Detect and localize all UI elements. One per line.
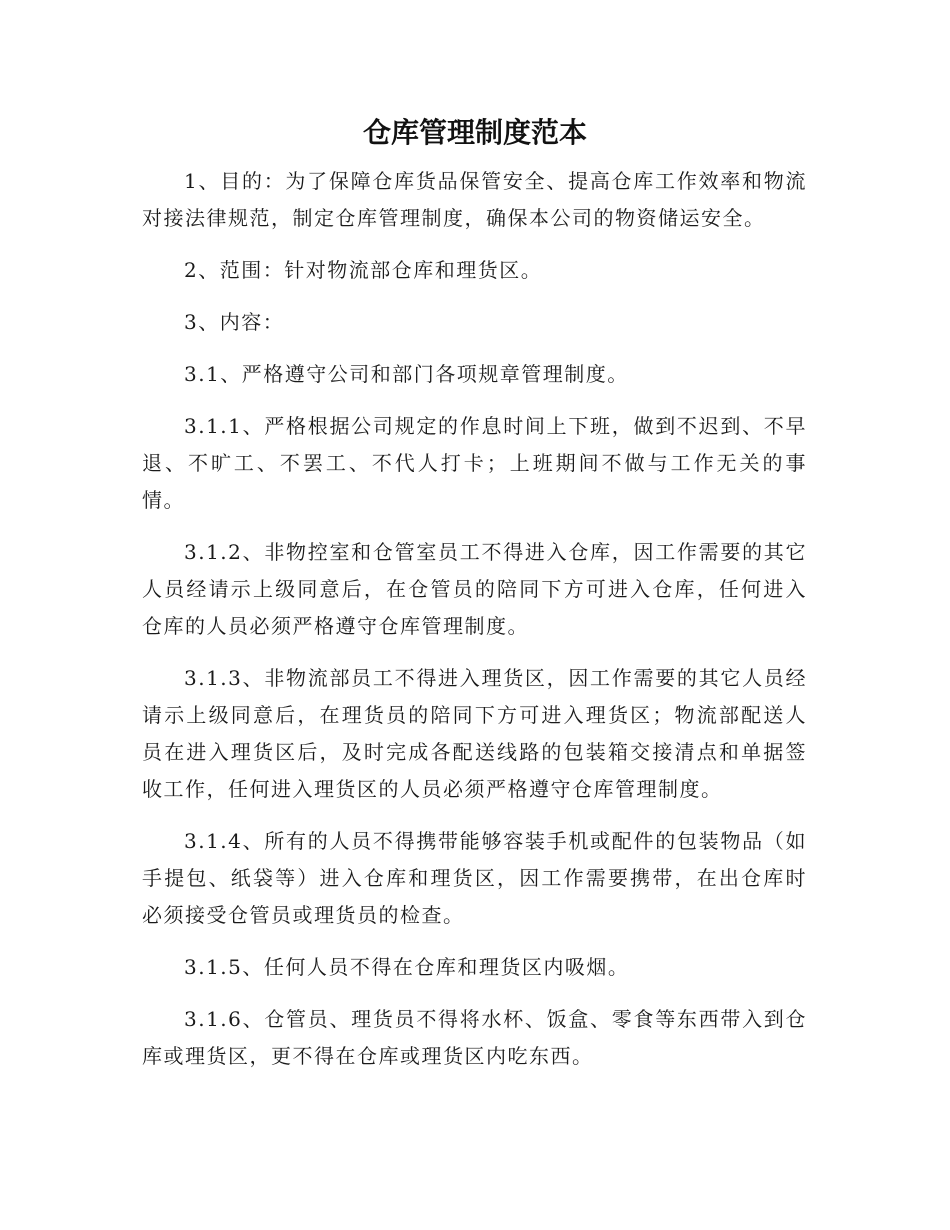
document-body xyxy=(142,163,807,1090)
paragraph-scope: 2、范围：针对物流部仓库和理货区。 xyxy=(184,258,543,282)
paragraph-3-1-6: 3.1.6、仓管员、理货员不得将水杯、饭盒、零食等东西带入到仓库或理货区，更不得在仓库或理货区内吃东西。 xyxy=(142,1007,807,1068)
paragraph-content-heading: 3、内容： xyxy=(184,310,285,334)
paragraph-3-1: 3.1、严格遵守公司和部门各项规章管理制度。 xyxy=(184,362,629,386)
paragraph-3-1-1: 3.1.1、严格根据公司规定的作息时间上下班，做到不迟到、不早退、不旷工、不罢工、不代人打卡；上班期间不做与工作无关的事情。 xyxy=(142,414,807,512)
paragraph-3-1-5: 3.1.5、任何人员不得在仓库和理货区内吸烟。 xyxy=(184,955,630,979)
paragraph-3-1-2: 3.1.2、非物控室和仓管室员工不得进入仓库，因工作需要的其它人员经请示上级同意后，在仓管员的陪同下方可进入仓库，任何进入仓库的人员必须严格遵守仓库管理制度。 xyxy=(142,540,807,638)
document-title: 仓库管理制度范本 xyxy=(362,116,587,149)
paragraph-3-1-4: 3.1.4、所有的人员不得携带能够容装手机或配件的包装物品（如手提包、纸袋等）进入仓库和理货区，因工作需要携带，在出仓库时必须接受仓管员或理货员的检查。 xyxy=(142,829,807,927)
paragraph-purpose: 1、目的：为了保障仓库货品保管安全、提高仓库工作效率和物流对接法律规范，制定仓库管理制度，确保本公司的物资储运安全。 xyxy=(142,169,807,230)
paragraph-3-1-3: 3.1.3、非物流部员工不得进入理货区，因工作需要的其它人员经请示上级同意后，在理货员的陪同下方可进入理货区；物流部配送人员在进入理货区后，及时完成各配送线路的包装箱交接清点和单据签收工作，任何进入理货区的人员必须严格遵守仓库管理制度。 xyxy=(142,666,807,801)
